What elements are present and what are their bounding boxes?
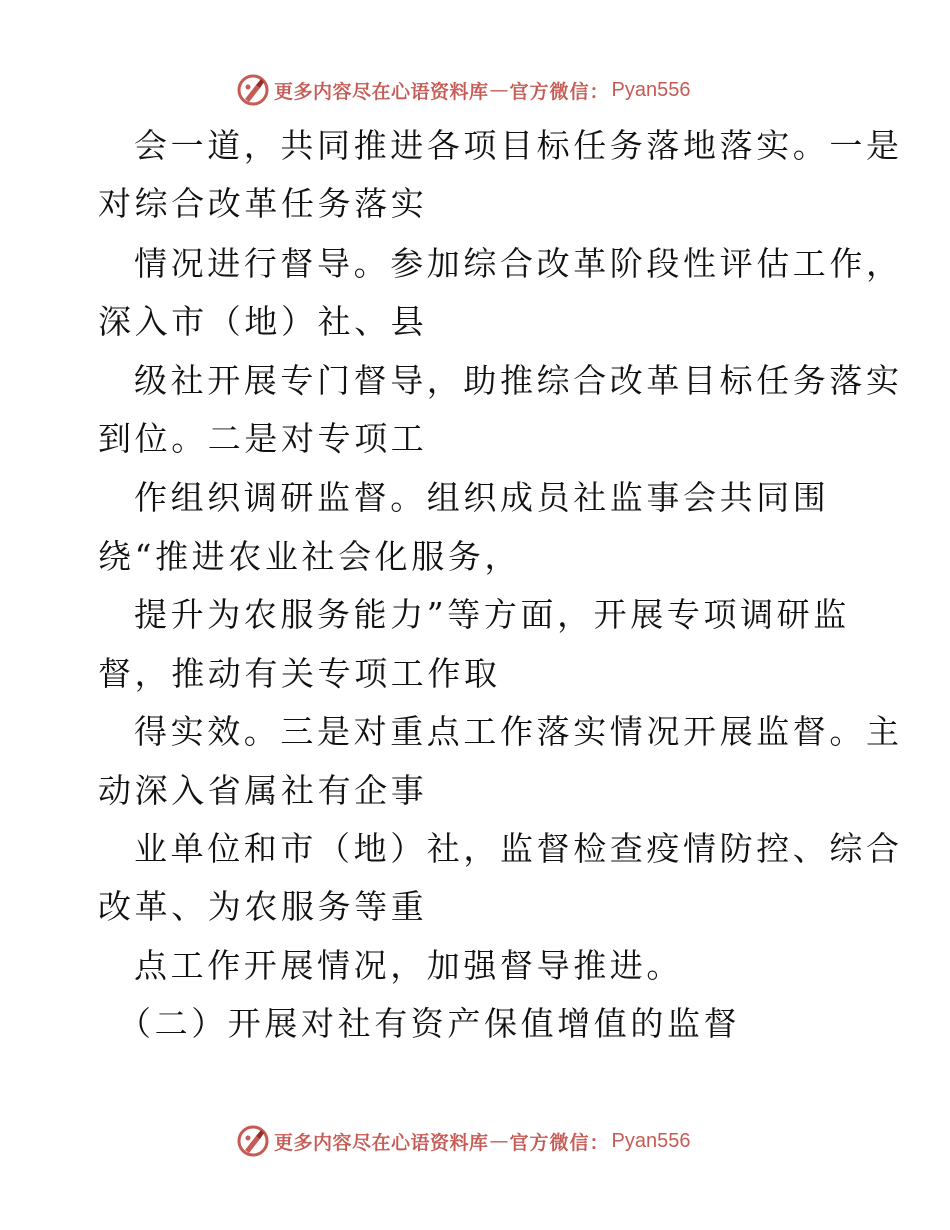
text-line: 级社开展专门督导，助推综合改革目标任务落实 [134,361,903,400]
text-line: 会一道，共同推进各项目标任务落地落实。一是 [134,126,903,165]
watermark-wechat-label: 官方微信： [509,80,610,103]
section-heading: （二）开展对社有资产保值增值的监督 [118,1004,741,1043]
watermark-wechat-label: 官方微信： [509,1131,610,1154]
text-line: 作组织调研监督。组织成员社监事会共同围 [134,478,830,517]
pen-logo-icon [236,1124,270,1158]
watermark-text: 更多内容尽在心语资料库 [274,1131,489,1154]
text-line: 情况进行督导。参加综合改革阶段性评估工作， [134,244,903,283]
watermark-wechat-id: Pyan556 [611,78,691,101]
watermark-separator: — [489,1130,509,1152]
text-line: 到位。二是对专项工 [98,419,428,458]
text-line: 督，推动有关专项工作取 [98,654,501,693]
watermark-footer [236,1124,691,1158]
text-line: 点工作开展情况，加强督导推进。 [134,946,683,985]
text-line: 动深入省属社有企事 [98,771,428,810]
watermark-text: 更多内容尽在心语资料库 [274,80,489,103]
text-line: 绕“推进农业社会化服务， [98,537,522,576]
text-line: 业单位和市（地）社，监督检查疫情防控、综合 [134,829,903,868]
pen-logo-icon [236,73,270,107]
watermark-header [236,73,691,107]
text-line: 深入市（地）社、县 [98,302,428,341]
text-line: 得实效。三是对重点工作落实情况开展监督。主 [134,712,903,751]
text-line: 对综合改革任务落实 [98,184,428,223]
text-line: 改革、为农服务等重 [98,887,428,926]
text-line: 提升为农服务能力”等方面，开展专项调研监 [134,595,850,634]
watermark-wechat-id: Pyan556 [611,1129,691,1152]
watermark-separator: — [489,79,509,101]
